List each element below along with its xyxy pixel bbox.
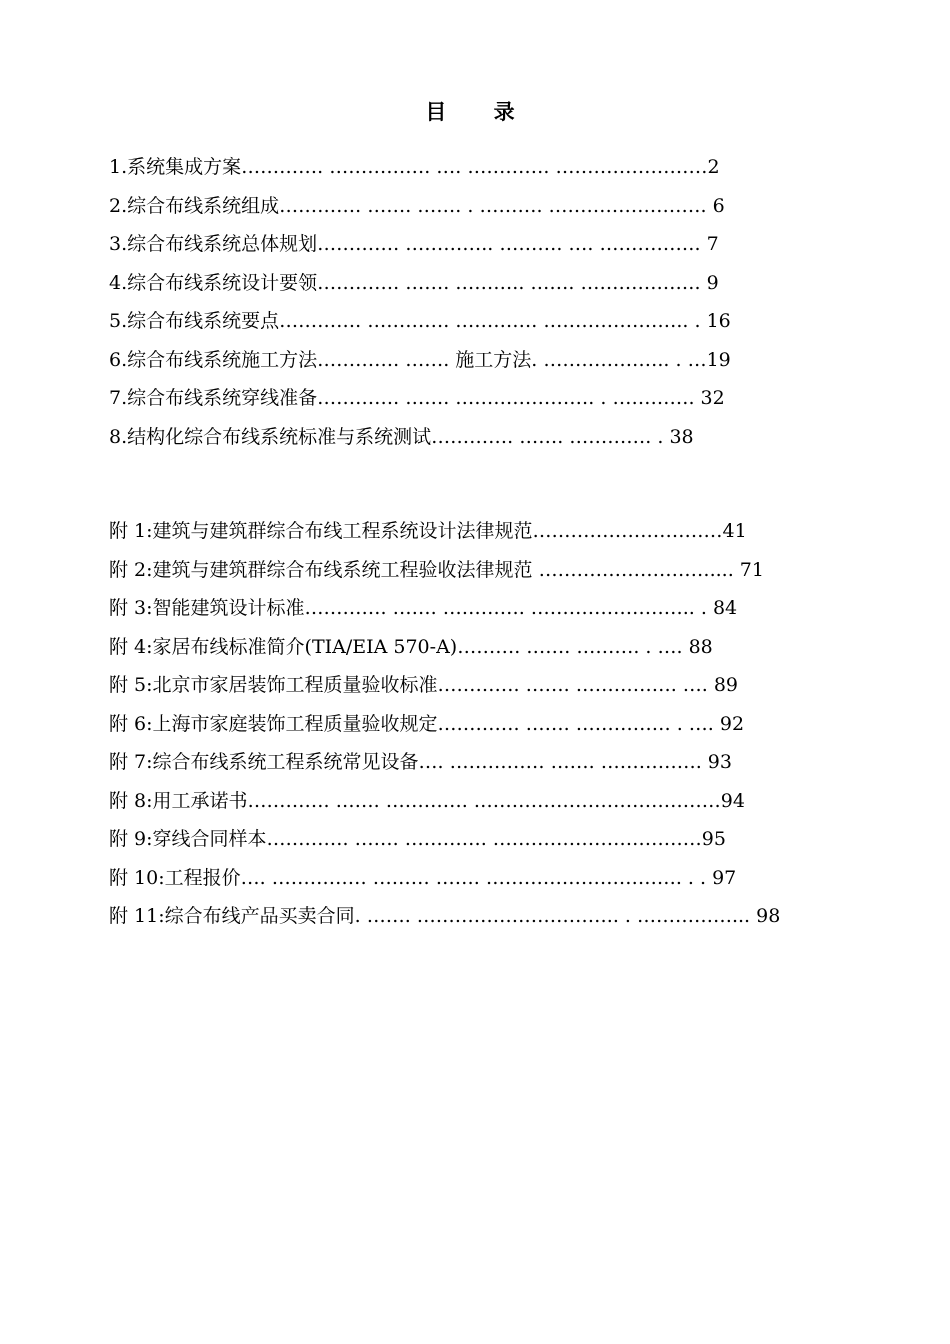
toc-appendix-entry[interactable]: 附 11:综合布线产品买卖合同. ……. ………………………….. . ……………... 98: [109, 905, 781, 927]
toc-appendix-list: [109, 512, 859, 936]
toc-appendix-entry[interactable]: 附 6:上海市家庭装饰工程质量验收规定…………. ……. …………… . …. 92: [109, 712, 745, 735]
toc-entry[interactable]: 8.结构化综合布线系统标准与系统测试…………. ……. …………. . 38: [109, 425, 694, 448]
toc-appendix-entry[interactable]: 附 1:建筑与建筑群综合布线工程系统设计法律规范…………………………41: [109, 520, 747, 542]
toc-entry[interactable]: 5.综合布线系统要点…………. …………. …………. ………………….. . 16: [109, 310, 731, 332]
toc-main-list: [109, 148, 859, 456]
toc-appendix-entry[interactable]: 附 7:综合布线系统工程系统常见设备…. …………… ……. ……………. 93: [109, 751, 732, 773]
toc-appendix-entry[interactable]: 附 8:用工承诺书…………. ……. …………. …………………………………94: [109, 789, 745, 812]
toc-appendix-entry[interactable]: 附 5:北京市家居装饰工程质量验收标准…………. ……. ……………. …. 89: [109, 674, 739, 696]
toc-entry[interactable]: 2.综合布线系统组成…………. ……. ……. . ………. ……………………. 6: [109, 194, 725, 217]
page-title: 目 录: [425, 99, 535, 124]
toc-appendix-entry[interactable]: 附 10:工程报价…. …………… ……… ……. …………………………. . . 97: [109, 866, 737, 889]
toc-entry[interactable]: 4.综合布线系统设计要领…………. ……. ……….. ……. ………………. 9: [109, 271, 719, 294]
toc-appendix-entry[interactable]: 附 9:穿线合同样本…………. ……. …………. ……………………………95: [109, 828, 726, 850]
toc-appendix-entry[interactable]: 附 2:建筑与建筑群综合布线系统工程验收法律规范 ……………………….... 71: [109, 558, 764, 581]
toc-appendix-entry[interactable]: 附 4:家居布线标准简介(TIA/EIA 570-A)………. ……. ………. . …. 88: [109, 635, 713, 658]
toc-appendix-entry[interactable]: 附 3:智能建筑设计标准…………. ……. …………. …………………….. . 84: [109, 597, 738, 619]
toc-entry[interactable]: 7.综合布线系统穿线准备…………. ……. …………………. . …………. 32: [109, 387, 725, 409]
toc-entry[interactable]: 3.综合布线系统总体规划…………. ………….. ………. …. ……………. 7: [109, 233, 719, 255]
toc-entry[interactable]: 1.系统集成方案…………. ……………. …. …………. ……………………2: [109, 156, 720, 178]
toc-entry[interactable]: 6.综合布线系统施工方法…………. ……. 施工方法. ……………….. . …19: [109, 348, 731, 371]
